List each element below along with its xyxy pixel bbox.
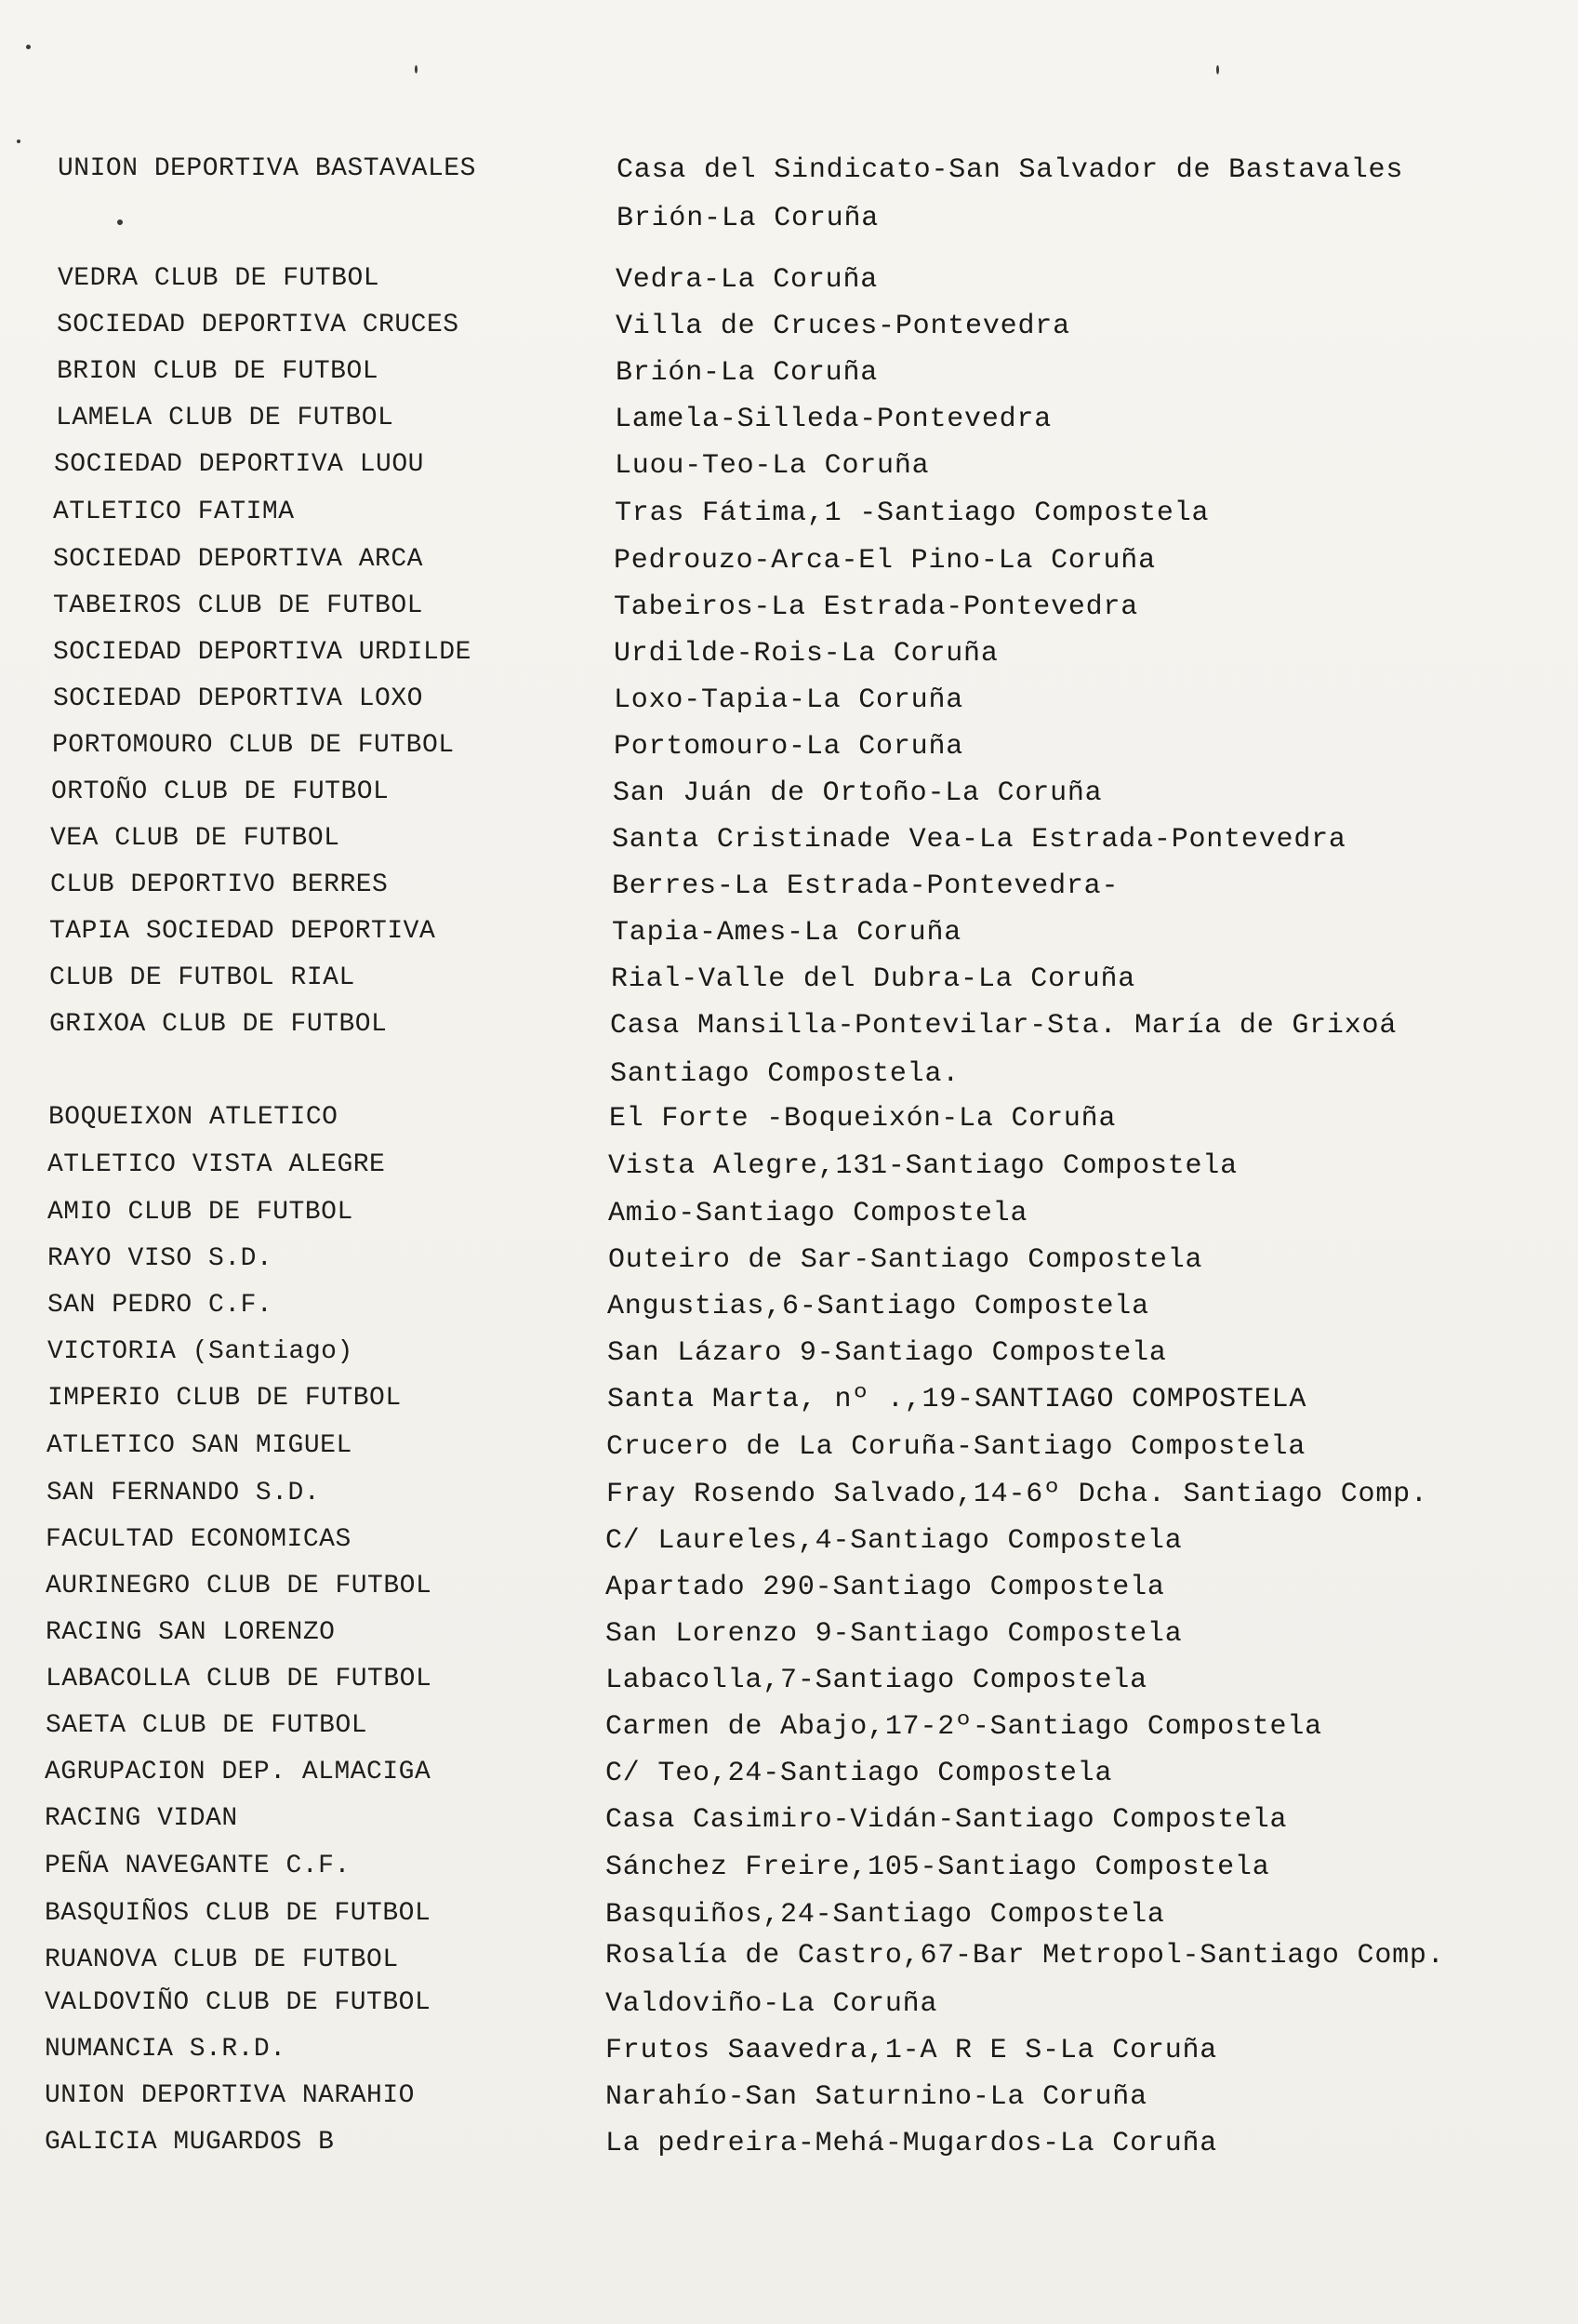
list-item-continuation (0, 197, 1578, 244)
club-address: Outeiro de Sar-Santiago Compostela (608, 1244, 1203, 1276)
club-address: C/ Laureles,4-Santiago Compostela (605, 1525, 1183, 1557)
list-item (0, 1893, 1578, 1940)
club-name: VEA CLUB DE FUTBOL (50, 824, 340, 853)
list-item (0, 1983, 1578, 2029)
club-address: Rosalía de Castro,67-Bar Metropol-Santiago Comp. (605, 1940, 1445, 1972)
club-name: BOQUEIXON ATLETICO (48, 1103, 338, 1132)
list-item (0, 958, 1578, 1004)
list-item (0, 398, 1578, 445)
club-name: UNION DEPORTIVA NARAHIO (45, 2081, 415, 2110)
club-address: Tapia-Ames-La Coruña (612, 917, 962, 949)
list-item (0, 1426, 1578, 1472)
club-name: PORTOMOURO CLUB DE FUTBOL (52, 731, 455, 760)
club-name: SOCIEDAD DEPORTIVA CRUCES (57, 311, 459, 339)
club-name: ATLETICO VISTA ALEGRE (47, 1150, 386, 1179)
club-address: Labacolla,7-Santiago Compostela (605, 1665, 1147, 1696)
list-item (0, 2122, 1578, 2169)
list-item (0, 911, 1578, 958)
club-name: CLUB DEPORTIVO BERRES (50, 870, 389, 899)
club-address: Pedrouzo-Arca-El Pino-La Coruña (614, 545, 1156, 577)
list-item (0, 1846, 1578, 1892)
club-name: SOCIEDAD DEPORTIVA LOXO (53, 684, 423, 713)
club-address: Santa Cristinade Vea-La Estrada-Pontevedra (612, 824, 1346, 856)
club-address: Frutos Saavedra,1-A R E S-La Coruña (605, 2035, 1218, 2066)
club-name: RACING VIDAN (45, 1804, 238, 1833)
club-name: ORTOÑO CLUB DE FUTBOL (51, 777, 390, 806)
club-name: LABACOLLA CLUB DE FUTBOL (46, 1665, 432, 1693)
club-name: RUANOVA CLUB DE FUTBOL (45, 1946, 399, 1974)
club-name: BASQUIÑOS CLUB DE FUTBOL (45, 1899, 431, 1928)
club-name: VICTORIA (Santiago) (47, 1337, 353, 1366)
list-item (0, 1940, 1578, 1986)
club-name: RACING SAN LORENZO (46, 1618, 336, 1647)
list-item (0, 1613, 1578, 1659)
club-address: Sánchez Freire,105-Santiago Compostela (605, 1852, 1270, 1883)
club-name: SAN PEDRO C.F. (47, 1291, 273, 1320)
list-item (0, 1192, 1578, 1239)
club-name: GALICIA MUGARDOS B (45, 2128, 335, 2157)
club-name: RAYO VISO S.D. (47, 1244, 273, 1273)
list-item (0, 1659, 1578, 1706)
club-address: Valdoviño-La Coruña (605, 1988, 938, 2020)
list-item (0, 1004, 1578, 1051)
list-item (0, 445, 1578, 491)
club-address: Berres-La Estrada-Pontevedra- (612, 870, 1120, 902)
list-item (0, 1145, 1578, 1191)
club-address: Casa del Sindicato-San Salvador de Bastavales (617, 154, 1404, 186)
club-address: Angustias,6-Santiago Compostela (607, 1291, 1149, 1322)
list-item (0, 1378, 1578, 1425)
club-name: SOCIEDAD DEPORTIVA URDILDE (53, 638, 471, 667)
list-item (0, 772, 1578, 818)
list-item (0, 1799, 1578, 1845)
list-item (0, 2076, 1578, 2122)
club-address: Amio-Santiago Compostela (608, 1198, 1028, 1229)
list-item (0, 1239, 1578, 1285)
club-address-line2: Brión-La Coruña (617, 203, 880, 234)
club-address: Narahío-San Saturnino-La Coruña (605, 2081, 1147, 2113)
list-item (0, 259, 1578, 305)
club-name: BRION CLUB DE FUTBOL (57, 357, 379, 386)
club-address: Portomouro-La Coruña (614, 731, 964, 763)
club-address: Apartado 290-Santiago Compostela (605, 1572, 1165, 1603)
club-address: San Lázaro 9-Santiago Compostela (607, 1337, 1167, 1369)
club-address-line2: Santiago Compostela. (610, 1058, 961, 1090)
club-address: Urdilde-Rois-La Coruña (614, 638, 999, 670)
club-address: Tras Fátima,1 -Santiago Compostela (615, 498, 1210, 529)
list-item (0, 1566, 1578, 1613)
club-address: Vista Alegre,131-Santiago Compostela (608, 1150, 1238, 1182)
list-item (0, 586, 1578, 632)
club-name: AMIO CLUB DE FUTBOL (47, 1198, 353, 1227)
list-item (0, 1473, 1578, 1520)
club-name: CLUB DE FUTBOL RIAL (49, 963, 355, 992)
club-name: ATLETICO FATIMA (53, 498, 295, 526)
list-item (0, 865, 1578, 911)
club-name: SAN FERNANDO S.D. (46, 1479, 321, 1507)
list-item (0, 149, 1578, 195)
club-address: El Forte -Boqueixón-La Coruña (609, 1103, 1117, 1135)
list-item (0, 352, 1578, 398)
club-name: TAPIA SOCIEDAD DEPORTIVA (49, 917, 436, 946)
club-address: Crucero de La Coruña-Santiago Compostela (606, 1431, 1306, 1463)
list-item (0, 1332, 1578, 1378)
club-address: San Juán de Ortoño-La Coruña (613, 777, 1103, 809)
club-name: TABEIROS CLUB DE FUTBOL (53, 591, 423, 620)
list-item (0, 539, 1578, 586)
club-address: C/ Teo,24-Santiago Compostela (605, 1758, 1113, 1789)
club-address: Lamela-Silleda-Pontevedra (615, 404, 1053, 435)
club-name: IMPERIO CLUB DE FUTBOL (47, 1384, 402, 1413)
club-name: GRIXOA CLUB DE FUTBOL (49, 1010, 388, 1039)
club-address: Carmen de Abajo,17-2º-Santiago Compostela (605, 1711, 1322, 1743)
club-name: ATLETICO SAN MIGUEL (46, 1431, 352, 1460)
list-item (0, 632, 1578, 679)
club-name: UNION DEPORTIVA BASTAVALES (58, 154, 476, 183)
list-item (0, 679, 1578, 725)
club-address: Basquiños,24-Santiago Compostela (605, 1899, 1165, 1931)
club-name: SOCIEDAD DEPORTIVA LUOU (54, 450, 424, 479)
club-address: Rial-Valle del Dubra-La Coruña (611, 963, 1136, 995)
list-item (0, 725, 1578, 772)
list-item (0, 1285, 1578, 1332)
list-item (0, 2029, 1578, 2076)
club-address: Santa Marta, nº .,19-SANTIAGO COMPOSTELA (607, 1384, 1307, 1415)
list-item (0, 1752, 1578, 1799)
list-item (0, 492, 1578, 538)
club-name: SAETA CLUB DE FUTBOL (46, 1711, 368, 1740)
club-address: Casa Casimiro-Vidán-Santiago Compostela (605, 1804, 1288, 1836)
club-name: FACULTAD ECONOMICAS (46, 1525, 351, 1554)
list-item (0, 818, 1578, 865)
club-name: SOCIEDAD DEPORTIVA ARCA (53, 545, 423, 574)
club-name: AGRUPACION DEP. ALMACIGA (45, 1758, 431, 1786)
club-address: Luou-Teo-La Coruña (615, 450, 930, 482)
list-item (0, 1097, 1578, 1144)
club-address: Fray Rosendo Salvado,14-6º Dcha. Santiago Comp. (606, 1479, 1428, 1510)
club-name: AURINEGRO CLUB DE FUTBOL (46, 1572, 432, 1600)
club-name: VEDRA CLUB DE FUTBOL (58, 264, 380, 293)
club-address: Vedra-La Coruña (616, 264, 879, 296)
list-item (0, 1520, 1578, 1566)
club-address: La pedreira-Mehá-Mugardos-La Coruña (605, 2128, 1218, 2159)
club-name: NUMANCIA S.R.D. (45, 2035, 286, 2064)
club-address: Villa de Cruces-Pontevedra (616, 311, 1070, 342)
club-name: VALDOVIÑO CLUB DE FUTBOL (45, 1988, 431, 2017)
club-address: San Lorenzo 9-Santiago Compostela (605, 1618, 1183, 1650)
club-name: LAMELA CLUB DE FUTBOL (56, 404, 394, 432)
club-address: Brión-La Coruña (616, 357, 879, 389)
club-name: PEÑA NAVEGANTE C.F. (45, 1852, 351, 1880)
list-item (0, 305, 1578, 352)
list-item-continuation (0, 1053, 1578, 1099)
club-address: Loxo-Tapia-La Coruña (614, 684, 964, 716)
club-address: Casa Mansilla-Pontevilar-Sta. María de Grixoá (610, 1010, 1398, 1042)
club-address: Tabeiros-La Estrada-Pontevedra (614, 591, 1139, 623)
list-item (0, 1706, 1578, 1752)
